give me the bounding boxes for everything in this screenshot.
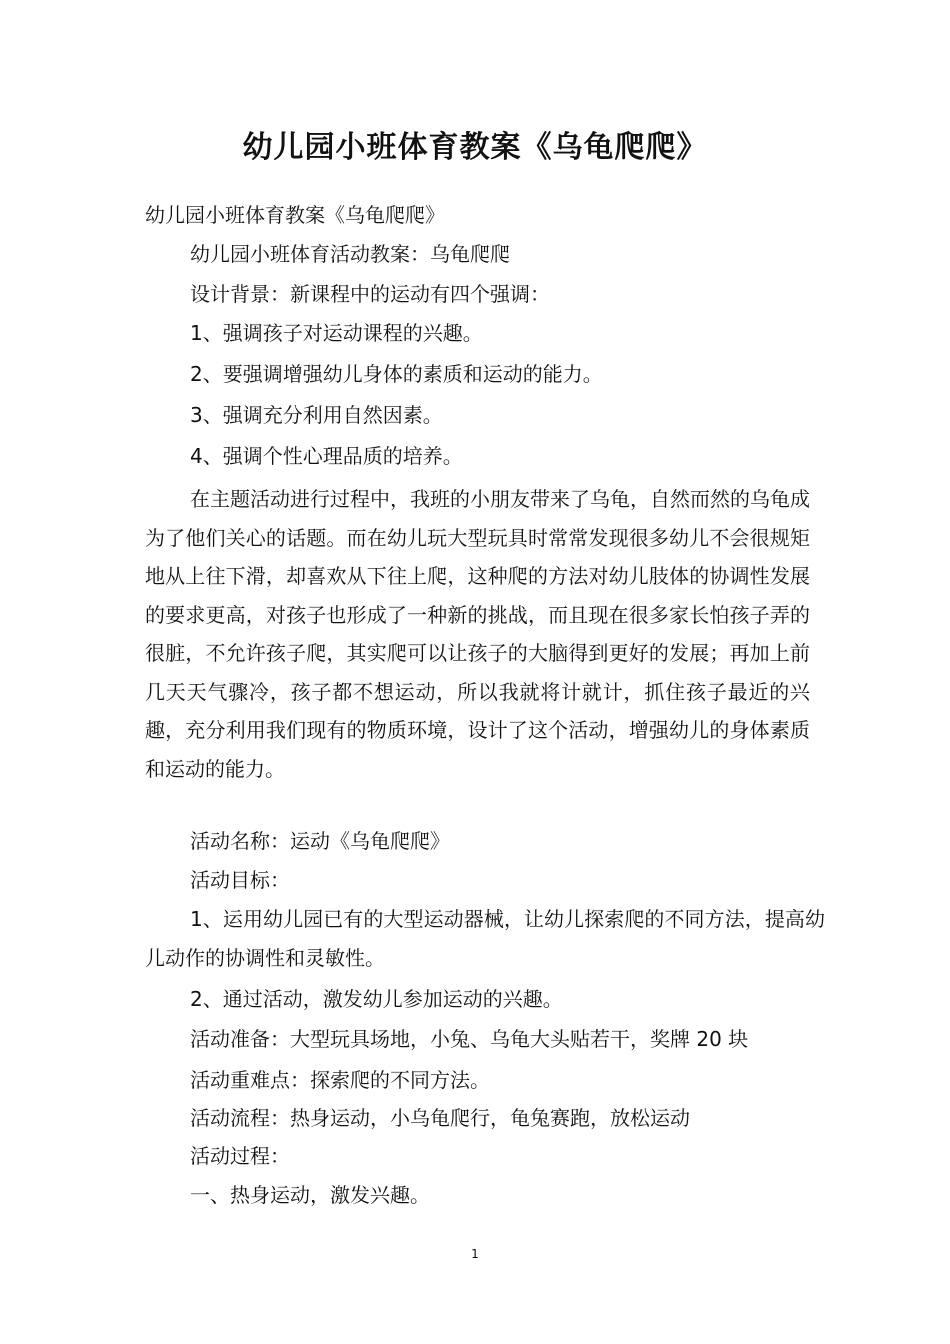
page-title: 幼儿园小班体育教案《乌龟爬爬》 [242, 130, 708, 165]
doc-line-subtitle: 幼儿园小班体育活动教案：乌龟爬爬 [190, 242, 510, 266]
activity-goals-label: 活动目标： [190, 868, 290, 892]
process-step-1: 一、热身运动，激发兴趣。 [190, 1183, 430, 1207]
activity-preparation: 活动准备：大型玩具场地，小兔、乌龟大头贴若干，奖牌 20 块 [190, 1027, 749, 1051]
page-number: 1 [471, 1247, 479, 1261]
activity-process-label: 活动过程： [190, 1144, 290, 1168]
activity-flow: 活动流程：热身运动，小乌龟爬行，龟兔赛跑，放松运动 [190, 1106, 690, 1130]
doc-line-emphasis-3: 3、强调充分利用自然因素。 [190, 403, 443, 427]
background-paragraph: 在主题活动进行过程中，我班的小朋友带来了乌龟，自然而然的乌龟成为了他们关心的话题。而在幼儿玩大型玩具时常常发现很多幼儿不会很规矩地从上往下滑，却喜欢从下往上爬，这种爬的方法对幼儿肢体的协调性发展的要求更高，对孩子也形成了一种新的挑战，而且现在很多家长怕孩子弄的很脏，不允许孩子爬，其实爬可以让孩子的大脑得到更好的发展；再加上前几天天气骤冷，孩子都不想运动，所以我就将计就计，抓住孩子最近的兴趣，充分利用我们现有的物质环境，设计了这个活动，增强幼儿的身体素质和运动的能力。 [145, 487, 810, 781]
doc-line-emphasis-2: 2、要强调增强幼儿身体的素质和运动的能力。 [190, 362, 603, 386]
goal-1: 1、运用幼儿园已有的大型运动器械，让幼儿探索爬的不同方法，提高幼儿动作的协调性和灵敏性。 [145, 907, 825, 970]
doc-line-emphasis-4: 4、强调个性心理品质的培养。 [190, 444, 463, 468]
activity-key-points: 活动重难点：探索爬的不同方法。 [190, 1068, 490, 1092]
goal-2: 2、通过活动，激发幼儿参加运动的兴趣。 [190, 987, 563, 1011]
activity-name: 活动名称：运动《乌龟爬爬》 [190, 829, 450, 853]
doc-line-emphasis-1: 1、强调孩子对运动课程的兴趣。 [190, 321, 483, 345]
doc-line-background-label: 设计背景：新课程中的运动有四个强调： [190, 282, 550, 306]
doc-line-heading: 幼儿园小班体育教案《乌龟爬爬》 [145, 203, 445, 227]
